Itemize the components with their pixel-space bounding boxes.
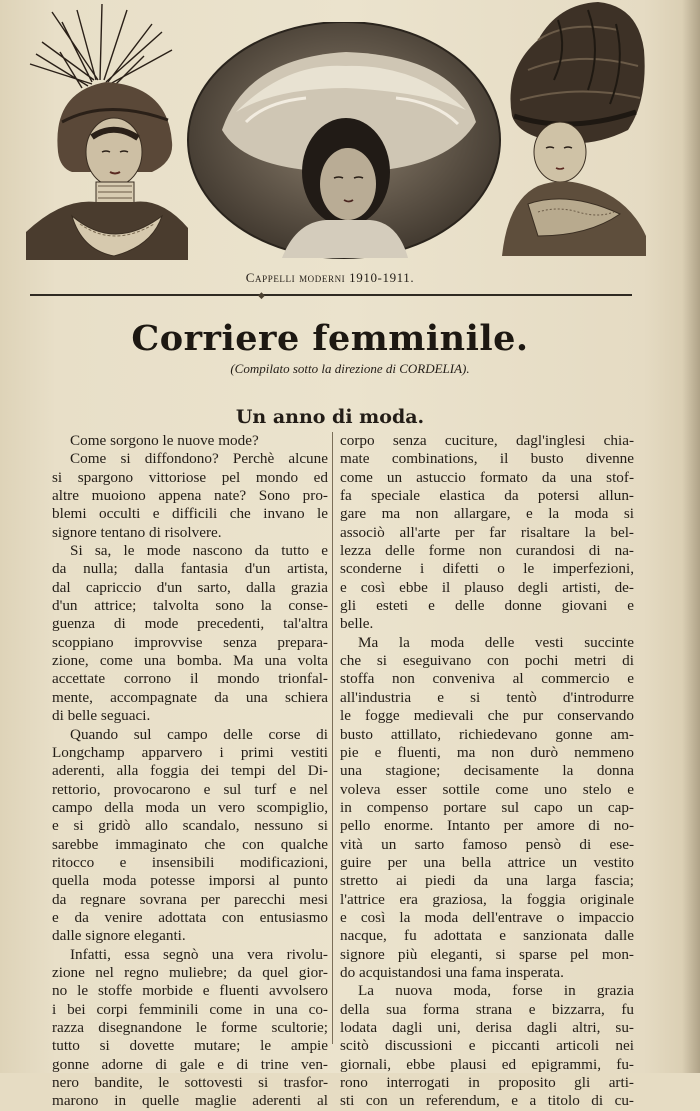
- text-line: corpo senza cuciture, dagl'inglesi chia-: [340, 432, 634, 449]
- text-line: e così ebbe il plauso degli artisti, de-: [340, 578, 634, 596]
- text-line: lezza delle forme non curandosi di na-: [340, 542, 634, 560]
- text-line: scoppiano improvvise senza prepara-: [52, 633, 328, 651]
- text-line: Longchamp apparvero i primi vestiti: [52, 743, 328, 761]
- text-line: marono in quelle maglie aderenti al: [52, 1092, 328, 1110]
- text-line: Quando sul campo delle corse di: [70, 725, 328, 743]
- column-divider: [332, 432, 333, 1044]
- text-line: di belle seguaci.: [52, 707, 151, 725]
- text-line: lodata dagli uni, derisa dagli altri, su-: [340, 1019, 634, 1036]
- text-line: l'attrice era graziosa, la foggia originale: [340, 890, 634, 908]
- text-line: sti con un referendum, e a titolo di cu-: [340, 1092, 634, 1110]
- text-line: aderenti, alla foggia dei tempi del Di-: [52, 762, 328, 780]
- page-title: Corriere femminile.: [131, 318, 529, 359]
- text-line: Infatti, essa segnò una vera rivolu-: [70, 945, 328, 963]
- left-column: [52, 432, 328, 1111]
- text-line: Come si diffondono? Perchè alcune: [70, 450, 328, 468]
- text-line: da nulla; dalla fantasia d'un artista,: [52, 560, 328, 578]
- text-line: signore più eleganti, si sparse pel mon-: [340, 945, 634, 963]
- text-line: una stagione; decisamente la donna: [340, 762, 634, 780]
- text-line: stretto ai piedi da una larga fascia;: [340, 872, 634, 890]
- text-line: in compenso portare sul capo un cap-: [340, 798, 634, 816]
- page-subtitle: (Compilato sotto la direzione di CORDELIA).: [230, 361, 470, 376]
- text-line: che si eseguivano con pochi metri di: [340, 652, 634, 670]
- text-line: pello enorme. Intanto per amore di no-: [340, 817, 634, 835]
- text-line: giornali, ebbe plausi ed epigrammi, fu-: [340, 1055, 634, 1073]
- text-line: no le stoffe morbide e fluenti avvolsero: [52, 982, 328, 1000]
- binding-shadow: [682, 0, 700, 1073]
- text-line: sconderne i difetti o le imperfezioni,: [340, 560, 634, 578]
- caption-prefix: Cappelli moderni: [245, 270, 346, 285]
- text-line: Si sa, le mode nascono da tutto e: [70, 542, 328, 560]
- text-line: La nuova moda, forse in grazia: [358, 982, 634, 1000]
- text-line: della sua forma strana e bizzarra, fu: [340, 1000, 634, 1018]
- text-line: dal capriccio d'un sarto, dalla grazia: [52, 578, 328, 596]
- text-line: e da venire adottata con entusiasmo: [52, 908, 328, 926]
- text-line: voleva esser sottile come uno stelo e: [340, 780, 634, 798]
- text-line: dalle signore eleganti.: [52, 927, 186, 945]
- text-line: Come sorgono le nuove mode?: [70, 432, 259, 449]
- text-line: do acquistandosi una fama insperata.: [340, 963, 564, 981]
- text-line: mente, accompagnate da una schiera: [52, 688, 328, 706]
- text-line: e si gridò allo scandalo, nessuno si: [52, 817, 328, 835]
- text-line: accettate corrono il mondo trionfal-: [52, 670, 328, 688]
- text-line: da regnare sovrana per parecchi mesi: [52, 890, 328, 908]
- text-line: fa speciale elastica da potersi allun-: [340, 487, 634, 505]
- text-line: ritocco e insensibili modificazioni,: [52, 853, 328, 871]
- rule-ornament: ◆: [258, 291, 265, 301]
- text-line: gonne adorne di gale e di trine ven-: [52, 1055, 328, 1073]
- text-line: gli esteti e delle donne giovani e: [340, 597, 634, 615]
- text-line: busto attillato, richiedevano gonne am-: [340, 725, 634, 743]
- text-line: pie e fluenti, ma non durò nemmeno: [340, 743, 634, 761]
- text-line: belle.: [340, 615, 374, 633]
- right-column: [340, 432, 634, 1111]
- text-line: e così la moda dell'entrave o impaccio: [340, 908, 634, 926]
- text-line: stoffa non conveniva al commercio e: [340, 670, 634, 688]
- text-line: nero bandite, le sottovesti si trasfor-: [52, 1074, 328, 1092]
- text-line: nacque, fu adottata e sanzionata dalle: [340, 927, 634, 945]
- text-line: gare ma non allargare, e la moda si: [340, 505, 634, 523]
- text-line: guire per una bella attrice un vestito: [340, 853, 634, 871]
- horizontal-rule: [30, 294, 632, 296]
- illustration-hat-center: [186, 22, 502, 262]
- caption-years: 1910-1911.: [349, 270, 415, 285]
- text-line: mate combinations, il busto divenne: [340, 450, 634, 468]
- text-line: all'industria e si tentò d'introdurre: [340, 688, 634, 706]
- text-line: scitò discussioni e piccanti articoli nei: [340, 1037, 634, 1055]
- text-line: sarebbe immaginato che con qualche: [52, 835, 328, 853]
- text-line: come un astuccio formato da una stof-: [340, 468, 634, 486]
- text-line: vità un sarto famoso pensò di ese-: [340, 835, 634, 853]
- text-line: i bei corpi femminili come in una co-: [52, 1000, 328, 1018]
- text-line: Ma la moda delle vesti succinte: [358, 633, 634, 651]
- text-line: rettorio, provocarono e sul turf e nel: [52, 780, 328, 798]
- text-line: campo della moda un vero scompiglio,: [52, 798, 328, 816]
- text-line: zione nel regno muliebre; da quel gior-: [52, 963, 328, 981]
- text-line: rono interrogati in proposito gli arti-: [340, 1074, 634, 1092]
- section-title: Un anno di moda.: [235, 406, 425, 428]
- text-line: altre muoiono appena nate? Sono pro-: [52, 487, 328, 505]
- illustration-hat-right: [498, 0, 648, 256]
- text-line: d'un attrice; talvolta sono la conse-: [52, 597, 328, 615]
- text-line: quella moda potesse imporsi al punto: [52, 872, 328, 890]
- text-line: zione, come una bomba. Ma una volta: [52, 652, 328, 670]
- text-line: signore tentano di risolvere.: [52, 523, 222, 541]
- text-line: le fogge medievali che pur conservando: [340, 707, 634, 725]
- text-line: guenza di mode precedenti, tal'altra: [52, 615, 328, 633]
- text-line: tutto si dovette mutare; le ampie: [52, 1037, 328, 1055]
- text-line: razza disegnandone le forme scultorie;: [52, 1019, 328, 1036]
- text-line: blemi occulti e difficili che invano le: [52, 505, 328, 523]
- text-line: si spargono vittoriose pel mondo ed: [52, 468, 328, 486]
- text-line: associò all'arte per far risaltare la bel-: [340, 523, 634, 541]
- illustration-caption: [0, 270, 660, 286]
- illustration-hat-left: [22, 2, 190, 260]
